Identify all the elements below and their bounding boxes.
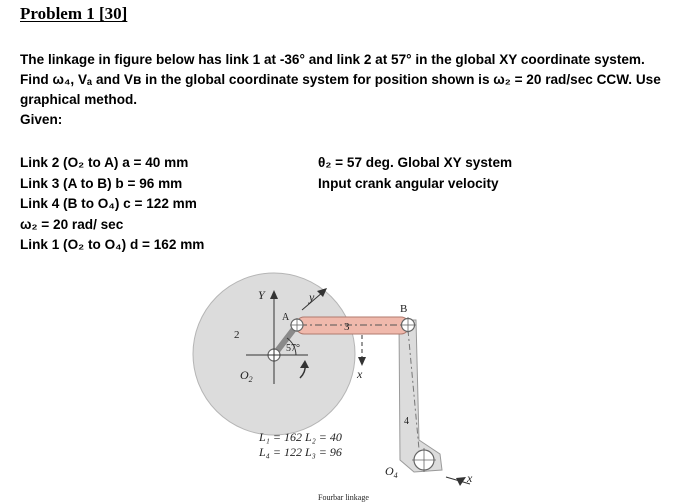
label-4: 4: [404, 416, 409, 427]
label-x-global: x: [467, 471, 473, 485]
given-link3: Link 3 (A to B) b = 96 mm: [20, 175, 183, 191]
label-angle: 57°: [286, 343, 300, 354]
label-o4: [385, 464, 398, 480]
label-o4-subscript: 4: [393, 471, 398, 480]
label-3: 3: [344, 321, 350, 333]
label-o2-subscript: 2: [248, 375, 253, 384]
label-Y: Y: [258, 288, 265, 302]
local-x-arrowhead: [358, 357, 366, 366]
statement-line-1: The linkage in figure below has link 1 at -36° and link 2 at 57° in the global XY coordinate system.: [20, 52, 645, 67]
given-link1: Link 1 (O₂ to O₄) d = 162 mm: [20, 237, 205, 252]
problem-title: Problem 1 [30]: [20, 4, 128, 23]
statement-line-3: graphical method.: [20, 92, 138, 107]
given-link2: Link 2 (O₂ to A) a = 40 mm: [20, 155, 189, 170]
lengths-line-1: L₁ = 162 L₂ = 40: [259, 430, 342, 444]
given-input-crank: Input crank angular velocity: [318, 175, 499, 191]
label-x-local: x: [357, 367, 363, 381]
given-link4: Link 4 (B to O₄) c = 122 mm: [20, 196, 197, 211]
label-B: B: [400, 303, 408, 315]
lengths-line-2: L₄ = 122 L₃ = 96: [259, 445, 342, 459]
given-label: Given:: [20, 112, 63, 127]
given-omega2: ω₂ = 20 rad/ sec: [20, 216, 124, 232]
label-A: A: [282, 312, 290, 323]
label-2: 2: [234, 329, 240, 341]
given-theta2: θ₂ = 57 deg. Global XY system: [318, 155, 513, 170]
link-4-body: [399, 320, 442, 472]
global-x-arrowhead-right: [456, 477, 466, 486]
label-o2-letter: O: [240, 368, 249, 382]
label-o4-letter: O: [385, 464, 394, 478]
label-y: y: [309, 290, 315, 304]
figure-watermark: Fourbar linkage: [318, 493, 369, 502]
statement-line-2: Find ω₄, Vₐ and Vʙ in the global coordinate system for position shown is ω₂ = 20 rad/sec CCW. Use: [20, 72, 661, 87]
